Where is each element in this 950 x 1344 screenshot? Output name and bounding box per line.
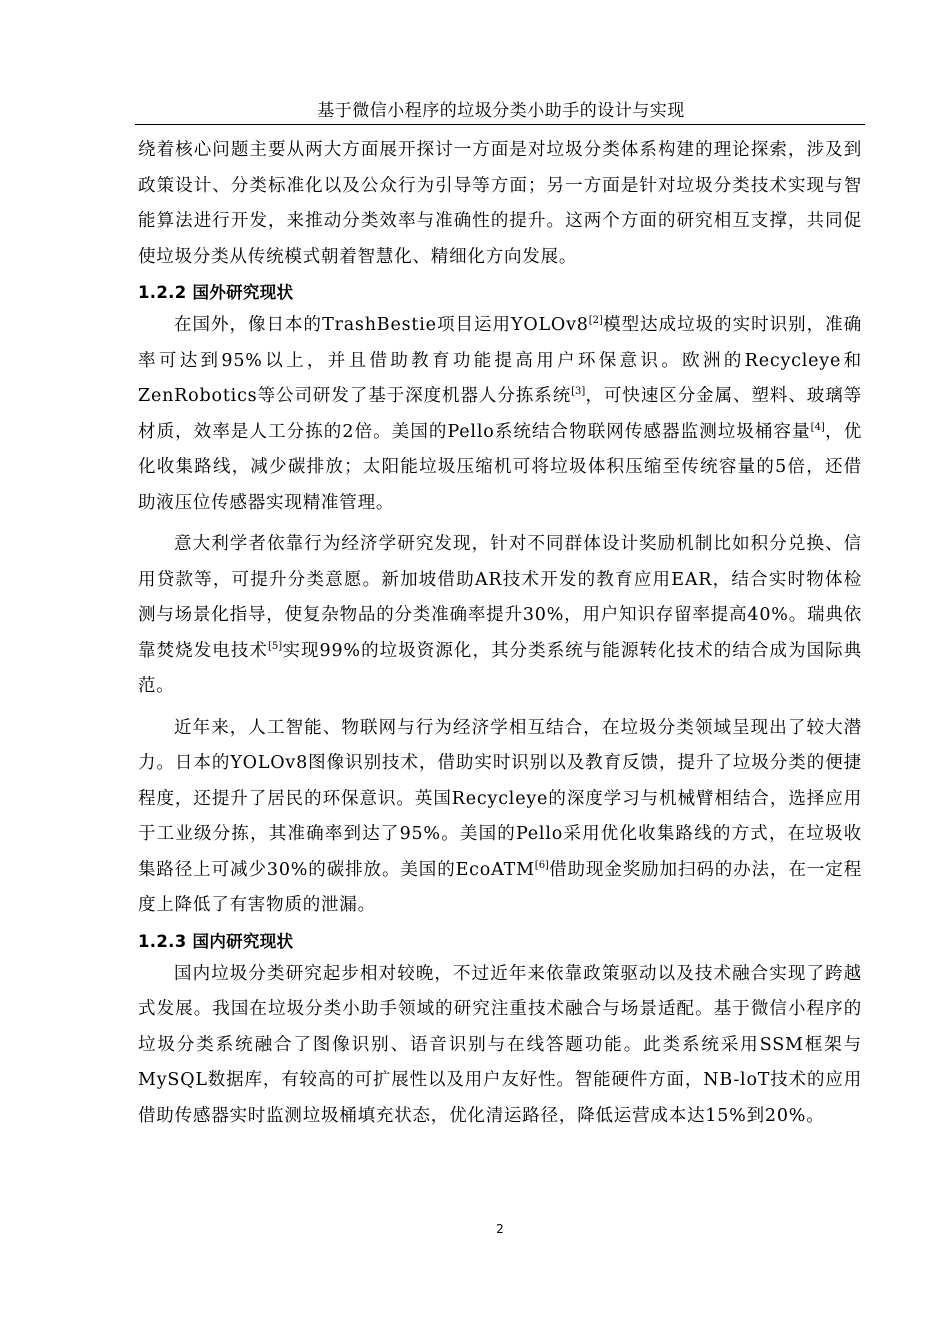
text-run: 模型达成垃圾的实时识别，准确率可达到95%以上，并且借助教育功能提高用户环保意识。欧洲的Recycleye和ZenRobotics等公司研发了基于深度机器人分拣系统 <box>138 315 862 406</box>
text-run: ，优化收集路线，减少碳排放；太阳能垃圾压缩机可将垃圾体积压缩至传统容量的5倍，还借助液压位传感器实现精准管理。 <box>138 421 863 513</box>
paragraph-foreign-3 <box>138 711 862 924</box>
text-run: 意大利学者依靠行为经济学研究发现，针对不同群体设计奖励机制比如积分兑换、信用贷款等，可提升分类意愿。新加坡借助AR技术开发的教育应用EAR，结合实时物体检测与场景化指导，使复杂物品的分类准确率提升30%，用户知识存留率提高40%。瑞典依靠焚烧发电技术 <box>138 534 862 661</box>
section-number: 1.2.2 <box>138 283 187 302</box>
section-title: 国外研究现状 <box>192 283 294 302</box>
text-run: 借助现金奖励加扫码的办法，在一定程度上降低了有害物质的泄漏。 <box>138 859 862 915</box>
text-run: 实现99%的垃圾资源化，其分类系统与能源转化技术的结合成为国际典范。 <box>138 640 862 696</box>
paragraph-foreign-2 <box>138 527 862 705</box>
section-number: 1.2.3 <box>138 931 187 951</box>
citation-ref: [6] <box>534 859 549 871</box>
paragraph-foreign-1 <box>138 308 862 521</box>
citation-ref: [3] <box>571 386 586 397</box>
page-number: 2 <box>496 1222 504 1236</box>
running-header: 基于微信小程序的垃圾分类小助手的设计与实现 <box>317 101 685 121</box>
text-run: ，可快速区分金属、塑料、玻璃等材质，效率是人工分拣的2倍。美国的Pello系统结合物联网传感器监测垃圾桶容量 <box>138 386 863 442</box>
text-run: 近年来，人工智能、物联网与行为经济学相互结合，在垃圾分类领域呈现出了较大潜力。日本的YOLOv8图像识别技术，借助实时识别以及教育反馈，提升了垃圾分类的便捷程度，还提升了居民的环保意识。英国Recycleye的深度学习与机械臂相结合，选择应用于工业级分拣，其准确率到达了95%。美国的Pello采用优化收集路线的方式，在垃圾收集路径上可减少30%的碳排放。美国的EcoATM <box>138 717 862 880</box>
section-heading-1-2-2 <box>138 277 862 308</box>
citation-ref: [5] <box>267 640 283 652</box>
section-heading-1-2-3 <box>138 926 862 957</box>
paragraph-continued: 绕着核心问题主要从两大方面展开探讨一方面是对垃圾分类体系构建的理论探索，涉及到政策设计、分类标准化以及公众行为引导等方面；另一方面是针对垃圾分类技术实现与智能算法进行开发，来推动分类效率与准确性的提升。这两个方面的研究相互支撑，共同促使垃圾分类从传统模式朝着智慧化、精细化方向发展。 <box>138 140 862 267</box>
section-title: 国内研究现状 <box>192 931 294 951</box>
text-run: 在国外，像日本的TrashBestie项目运用YOLOv8 <box>174 315 589 335</box>
citation-ref: [4] <box>810 421 825 433</box>
paragraph-domestic-1: 国内垃圾分类研究起步相对较晚，不过近年来依靠政策驱动以及技术融合实现了跨越式发展。我国在垃圾分类小助手领域的研究注重技术融合与场景适配。基于微信小程序的垃圾分类系统融合了图像识别、语音识别与在线答题功能。此类系统采用SSM框架与MySQL数据库，有较高的可扩展性以及用户友好性。智能硬件方面，NB-loT技术的应用借助传感器实时监测垃圾桶填充状态，优化清运路径，降低运营成本达15%到20%。 <box>138 963 862 1126</box>
header-rule <box>135 124 865 125</box>
citation-ref: [2] <box>588 315 603 326</box>
body-text <box>138 133 862 1134</box>
